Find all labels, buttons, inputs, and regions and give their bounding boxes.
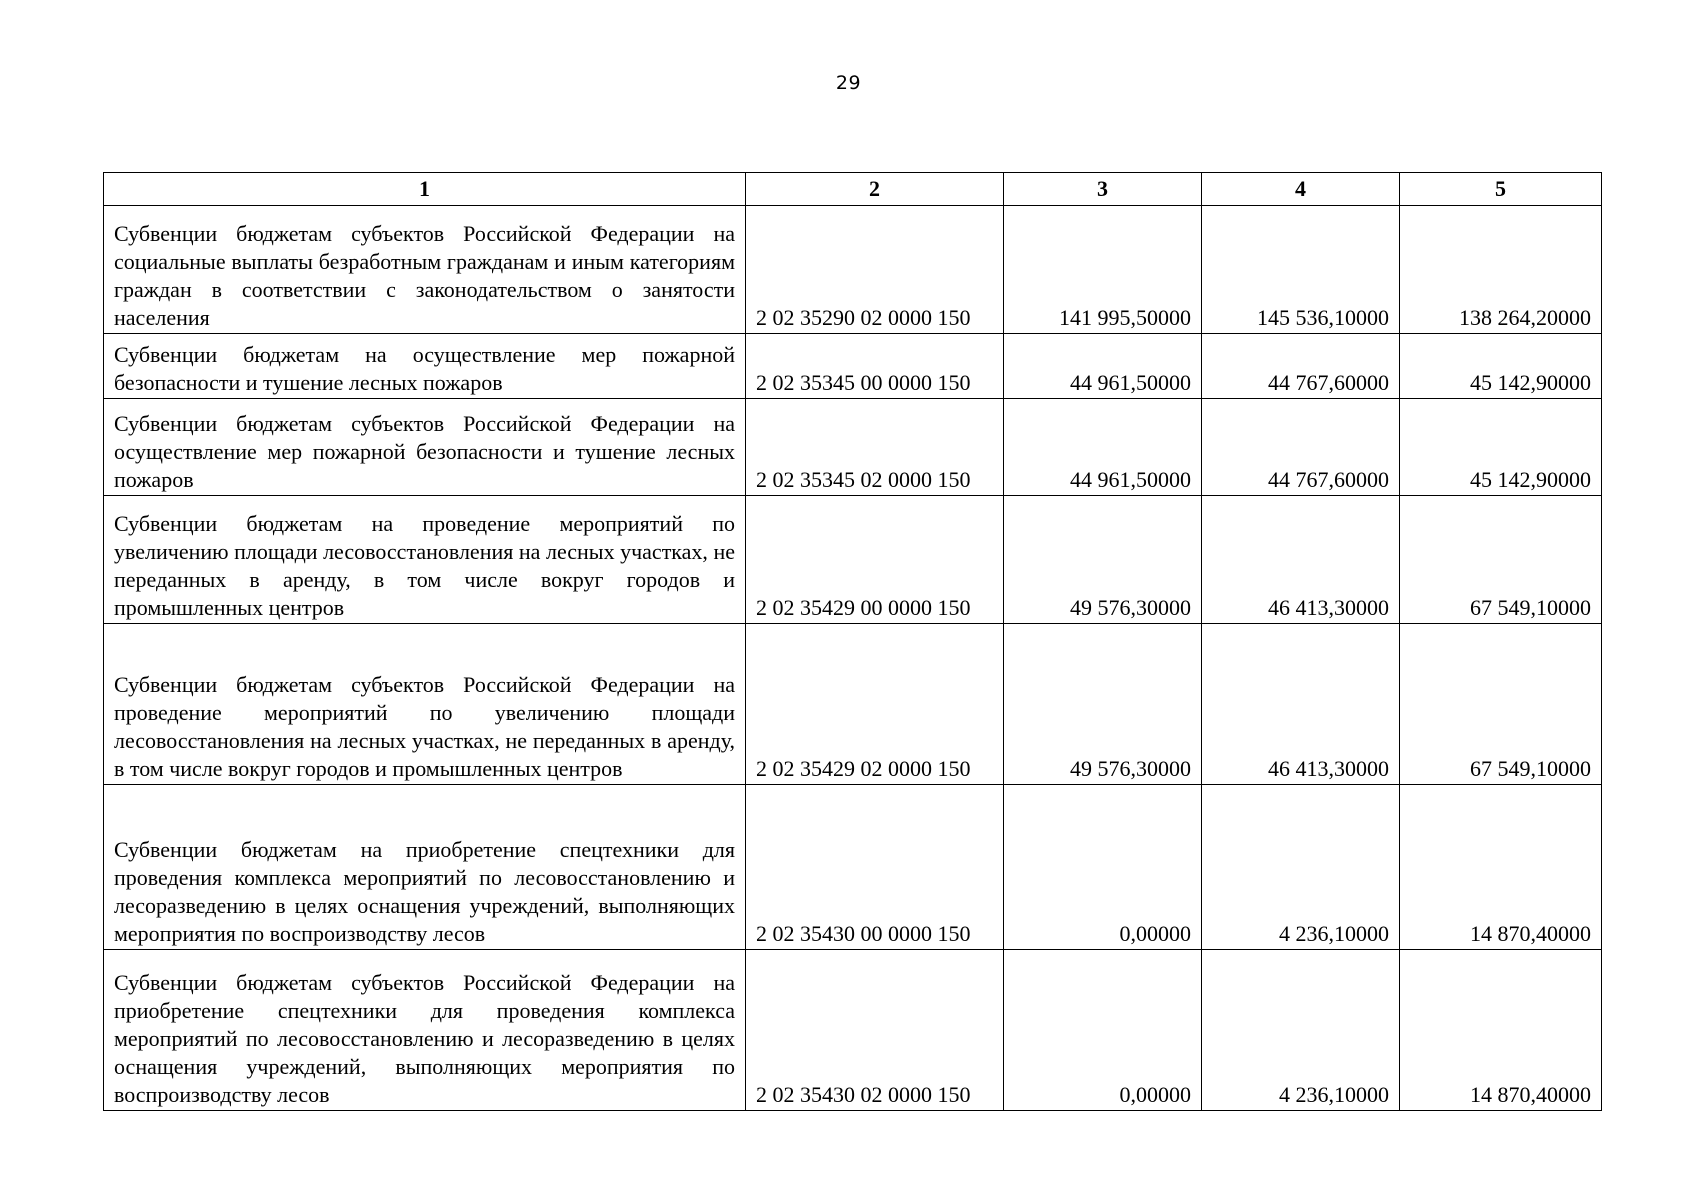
table-row [104,206,1602,334]
row-value-4: 44 767,60000 [1202,334,1400,399]
table-row [104,496,1602,624]
row-description: Субвенции бюджетам субъектов Российской Федерации на осуществление мер пожарной безопасности и тушение лесных пожаров [104,399,746,496]
row-code: 2 02 35429 02 0000 150 [746,624,1004,785]
table-row [104,624,1602,785]
row-value-3: 49 576,30000 [1004,624,1202,785]
row-value-5: 67 549,10000 [1400,496,1602,624]
row-code: 2 02 35429 00 0000 150 [746,496,1004,624]
row-description: Субвенции бюджетам субъектов Российской Федерации на проведение мероприятий по увеличению площади лесовосстановления на лесных участках, не переданных в аренду, в том числе вокруг городов и промышленных центров [104,624,746,785]
row-description: Субвенции бюджетам субъектов Российской Федерации на приобретение спецтехники для проведения комплекса мероприятий по лесовосстановлению и лесоразведению в целях оснащения учреждений, выполняющих мероприятия по воспроизводству лесов [104,950,746,1111]
row-value-3: 44 961,50000 [1004,399,1202,496]
column-header-5: 5 [1400,173,1602,206]
row-value-5: 14 870,40000 [1400,785,1602,950]
column-header-1: 1 [104,173,746,206]
row-code: 2 02 35430 00 0000 150 [746,785,1004,950]
row-value-3: 44 961,50000 [1004,334,1202,399]
row-description: Субвенции бюджетам субъектов Российской Федерации на социальные выплаты безработным гражданам и иным категориям граждан в соответствии с законодательством о занятости населения [104,206,746,334]
row-description: Субвенции бюджетам на осуществление мер пожарной безопасности и тушение лесных пожаров [104,334,746,399]
row-value-3: 0,00000 [1004,950,1202,1111]
row-value-3: 141 995,50000 [1004,206,1202,334]
row-value-5: 45 142,90000 [1400,334,1602,399]
column-header-2: 2 [746,173,1004,206]
table-row [104,399,1602,496]
row-value-5: 14 870,40000 [1400,950,1602,1111]
budget-table [103,172,1602,1111]
row-description: Субвенции бюджетам на проведение мероприятий по увеличению площади лесовосстановления на лесных участках, не переданных в аренду, в том числе вокруг городов и промышленных центров [104,496,746,624]
column-header-3: 3 [1004,173,1202,206]
page-number: 29 [835,72,862,94]
row-value-4: 4 236,10000 [1202,950,1400,1111]
row-value-4: 46 413,30000 [1202,624,1400,785]
row-value-4: 44 767,60000 [1202,399,1400,496]
row-code: 2 02 35345 02 0000 150 [746,399,1004,496]
row-value-4: 4 236,10000 [1202,785,1400,950]
table-row [104,334,1602,399]
column-header-4: 4 [1202,173,1400,206]
row-value-3: 0,00000 [1004,785,1202,950]
table-header-row [104,173,1602,206]
row-value-3: 49 576,30000 [1004,496,1202,624]
row-code: 2 02 35290 02 0000 150 [746,206,1004,334]
row-code: 2 02 35430 02 0000 150 [746,950,1004,1111]
table-row [104,950,1602,1111]
row-value-5: 45 142,90000 [1400,399,1602,496]
row-value-4: 145 536,10000 [1202,206,1400,334]
row-description: Субвенции бюджетам на приобретение спецтехники для проведения комплекса мероприятий по лесовосстановлению и лесоразведению в целях оснащения учреждений, выполняющих мероприятия по воспроизводству лесов [104,785,746,950]
row-value-5: 138 264,20000 [1400,206,1602,334]
table-row [104,785,1602,950]
row-value-4: 46 413,30000 [1202,496,1400,624]
row-value-5: 67 549,10000 [1400,624,1602,785]
row-code: 2 02 35345 00 0000 150 [746,334,1004,399]
